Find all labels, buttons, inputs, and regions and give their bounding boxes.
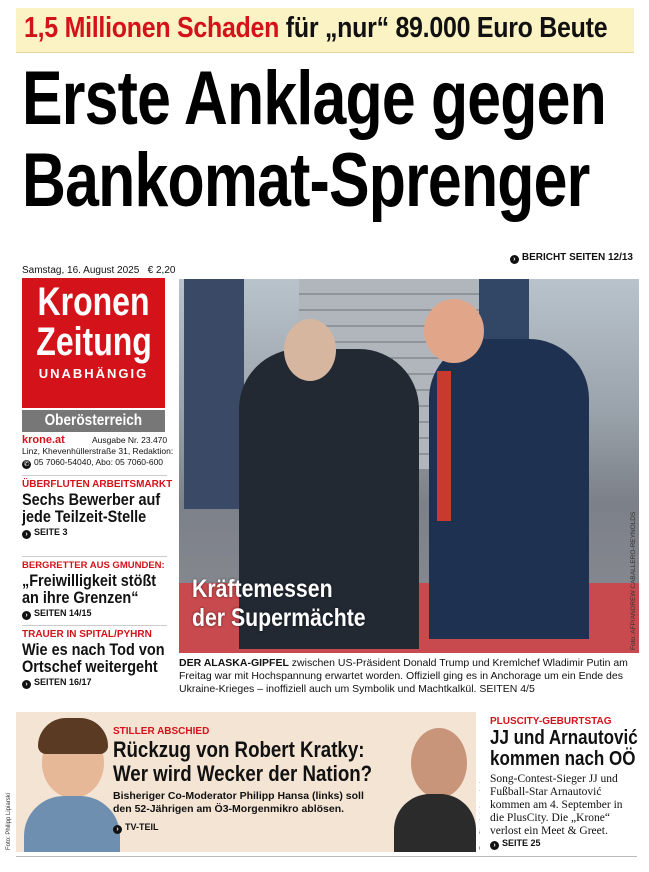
issue-number: Ausgabe Nr. 23.470 [92,435,168,445]
jj-title: JJ und Arnautović kommen nach OÖ [490,727,638,770]
arrow-icon: › [490,841,499,850]
divider [22,475,167,476]
jj-text: Song-Contest-Sieger JJ und Fußball-Star Arnautović kommen am 4. September in die PlusCity. Die „Krone“ verlost ein Meet & Greet. [490,773,623,837]
kratky-text: Bisheriger Co-Moderator Philipp Hansa (links) soll den 52-Jährigen am Ö3-Morgenmikro ablösen. [113,790,364,815]
dateline: Samstag, 16. August 2025 € 2,20 [22,265,176,276]
arrow-icon: › [22,680,31,689]
jj-kicker: PLUSCITY-GEBURTSTAG [490,716,612,727]
kratky-shirt [394,794,476,852]
main-story-lead: DER ALASKA-GIPFEL [179,657,289,669]
website-link[interactable]: krone.at [22,434,65,446]
divider [22,556,167,557]
phone-icon: ✆ [23,461,30,468]
teaser-title: Sechs Bewerber auf jede Teilzeit-Stelle [22,490,161,526]
headline-line-1: Erste Anklage gegen [22,56,606,141]
logo-line-1: Kronen [37,280,150,324]
photo-credit-left: Foto: Philipp Lipiarski [6,792,12,850]
region-label: Oberösterreich [22,410,165,432]
bottom-rule [16,856,637,857]
teaser-arbeitsmarkt[interactable] [22,479,172,539]
kratky-portrait [411,728,467,798]
hansa-hair [38,718,108,754]
person-right-head [424,299,484,363]
top-banner [16,8,634,53]
teaser-page: › SEITEN 14/15 [22,608,172,620]
arrow-icon: › [22,530,31,539]
kronen-zeitung-logo [22,278,165,408]
main-headline [22,58,642,222]
bericht-reference: › BERICHT SEITEN 12/13 [510,252,633,264]
logo-line-2: Zeitung [36,320,152,364]
teaser-title: Wie es nach Tod von Ortschef weitergeht [22,640,165,676]
person-right-figure [429,339,589,639]
kratky-kicker: STILLER ABSCHIED [113,726,210,737]
photo-caption: Kräftemessen der Supermächte [192,575,366,632]
teaser-title: „Freiwilligkeit stößt an ihre Grenzen“ [22,571,157,607]
arrow-icon: › [510,255,519,264]
jj-page-ref: › SEITE 25 [490,838,541,850]
hansa-shirt [24,796,120,852]
red-tie [437,371,451,521]
guard-figure [184,279,244,509]
address-block: Linz, Khevenhüllerstraße 31, Redaktion: ✆ 05 7060-54040, Abo: 05 7060-600 [22,446,174,468]
kratky-title: Rückzug von Robert Kratky: Wer wird Wecker der Nation? [113,737,373,786]
banner-black-text: für „nur“ 89.000 Euro Beute [279,12,608,44]
teaser-page: › SEITEN 16/17 [22,677,172,689]
divider [22,625,167,626]
person-left-head [284,319,336,381]
logo-line-3: UNABHÄNGIG [38,366,149,381]
teaser-kicker: BERGRETTER AUS GMUNDEN: [22,560,165,571]
teaser-kicker: TRAUER IN SPITAL/PYHRN [22,629,152,640]
headline-line-2: Bankomat-Sprenger [22,138,590,223]
arrow-icon: › [22,611,31,620]
arrow-icon: › [113,825,122,834]
photo-credit: Foto: AFP/ANDREW CABALLERO-REYNOLDS [630,511,637,650]
kratky-page-ref: › TV-TEIL [113,822,159,834]
teaser-page: › SEITE 3 [22,527,172,539]
teaser-spital-pyhrn[interactable] [22,629,172,689]
main-story-text: DER ALASKA-GIPFEL zwischen US-Präsident Donald Trump und Kremlchef Wladimir Putin am Freitag war mit Hochspannung erwartet worden. Offiziell ging es in Anchorage um ein Ende des Ukraine-Krieges – inoffiziell auch um Symbolik und Machtkalkül. SEITEN 4/5 [179,657,628,695]
teaser-kicker: ÜBERFLUTEN ARBEITSMARKT [22,479,173,490]
banner-red-text: 1,5 Millionen Schaden [24,12,280,44]
teaser-bergretter[interactable] [22,560,172,620]
